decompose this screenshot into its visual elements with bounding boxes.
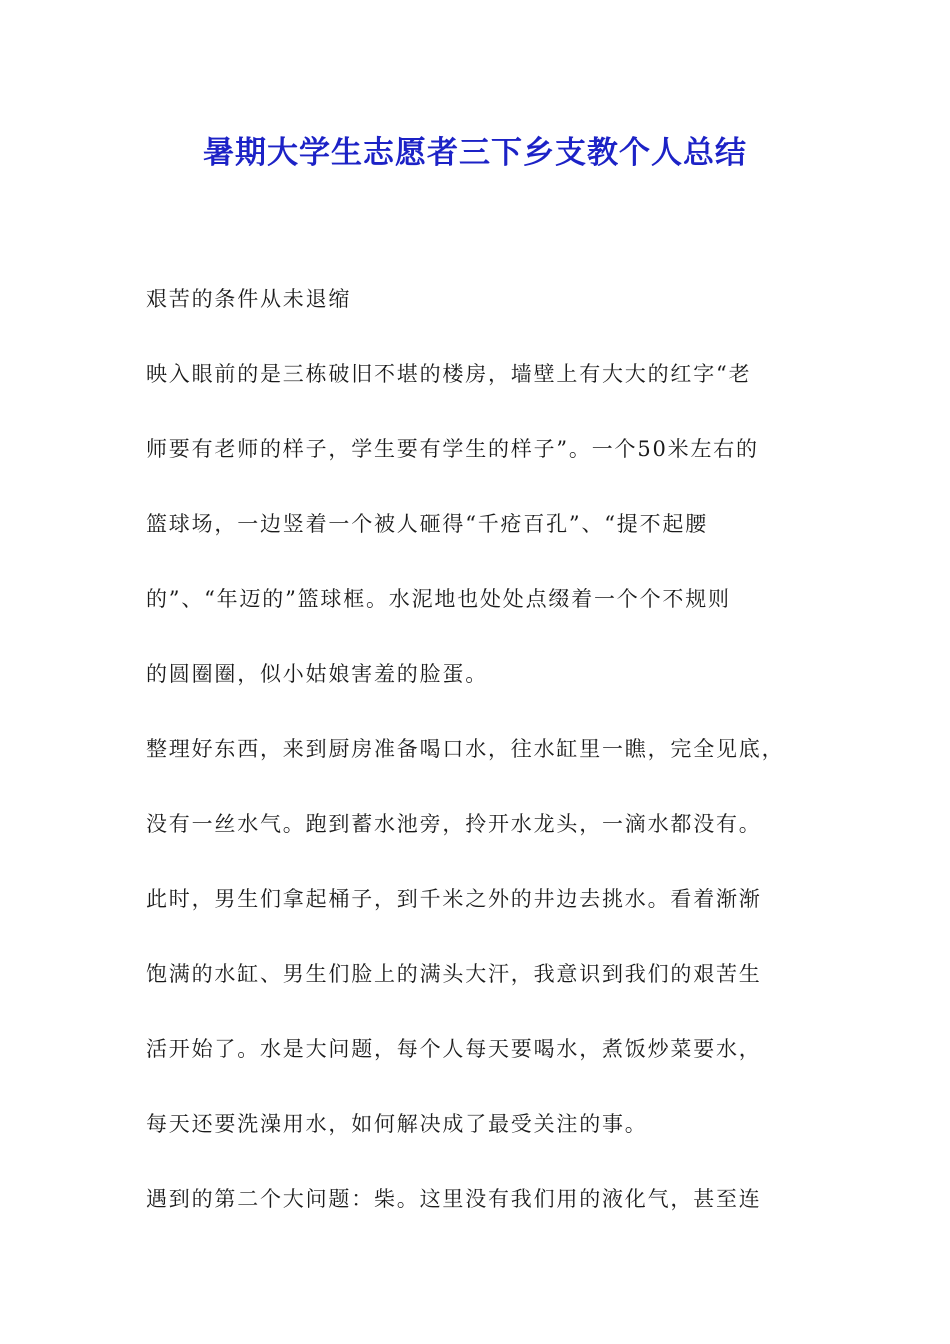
text-line: 师要有老师的样子，学生要有学生的样子”。一个50米左右的 bbox=[146, 437, 759, 461]
text-line: 映入眼前的是三栋破旧不堪的楼房，墙壁上有大大的红字“老 bbox=[146, 362, 752, 386]
text-line: 整理好东西，来到厨房准备喝口水，往水缸里一瞧，完全见底， bbox=[146, 737, 785, 761]
text-line: 活开始了。水是大问题，每个人每天要喝水，煮饭炒菜要水， bbox=[146, 1037, 762, 1061]
paragraph-1 bbox=[146, 337, 826, 712]
text-line: 饱满的水缸、男生们脸上的满头大汗，我意识到我们的艰苦生 bbox=[146, 962, 762, 986]
text-line: 的”、“年迈的”篮球框。水泥地也处处点缀着一个个不规则 bbox=[146, 587, 731, 611]
text-line: 的圆圈圈，似小姑娘害羞的脸蛋。 bbox=[146, 662, 488, 686]
text-line: 此时，男生们拿起桶子，到千米之外的井边去挑水。看着渐渐 bbox=[146, 887, 762, 911]
text-line: 每天还要洗澡用水，如何解决成了最受关注的事。 bbox=[146, 1112, 648, 1136]
document-title: 暑期大学生志愿者三下乡支教个人总结 bbox=[203, 135, 747, 171]
paragraph-3 bbox=[146, 1162, 826, 1237]
paragraph-heading bbox=[146, 262, 826, 337]
paragraph-2 bbox=[146, 712, 826, 1162]
text-line: 遇到的第二个大问题：柴。这里没有我们用的液化气，甚至连 bbox=[146, 1187, 762, 1211]
text-line: 篮球场，一边竖着一个被人砸得“千疮百孔”、“提不起腰 bbox=[146, 512, 709, 536]
text-line: 没有一丝水气。跑到蓄水池旁，拎开水龙头，一滴水都没有。 bbox=[146, 812, 762, 836]
document-body bbox=[146, 262, 826, 1237]
text-line: 艰苦的条件从未退缩 bbox=[146, 287, 352, 311]
